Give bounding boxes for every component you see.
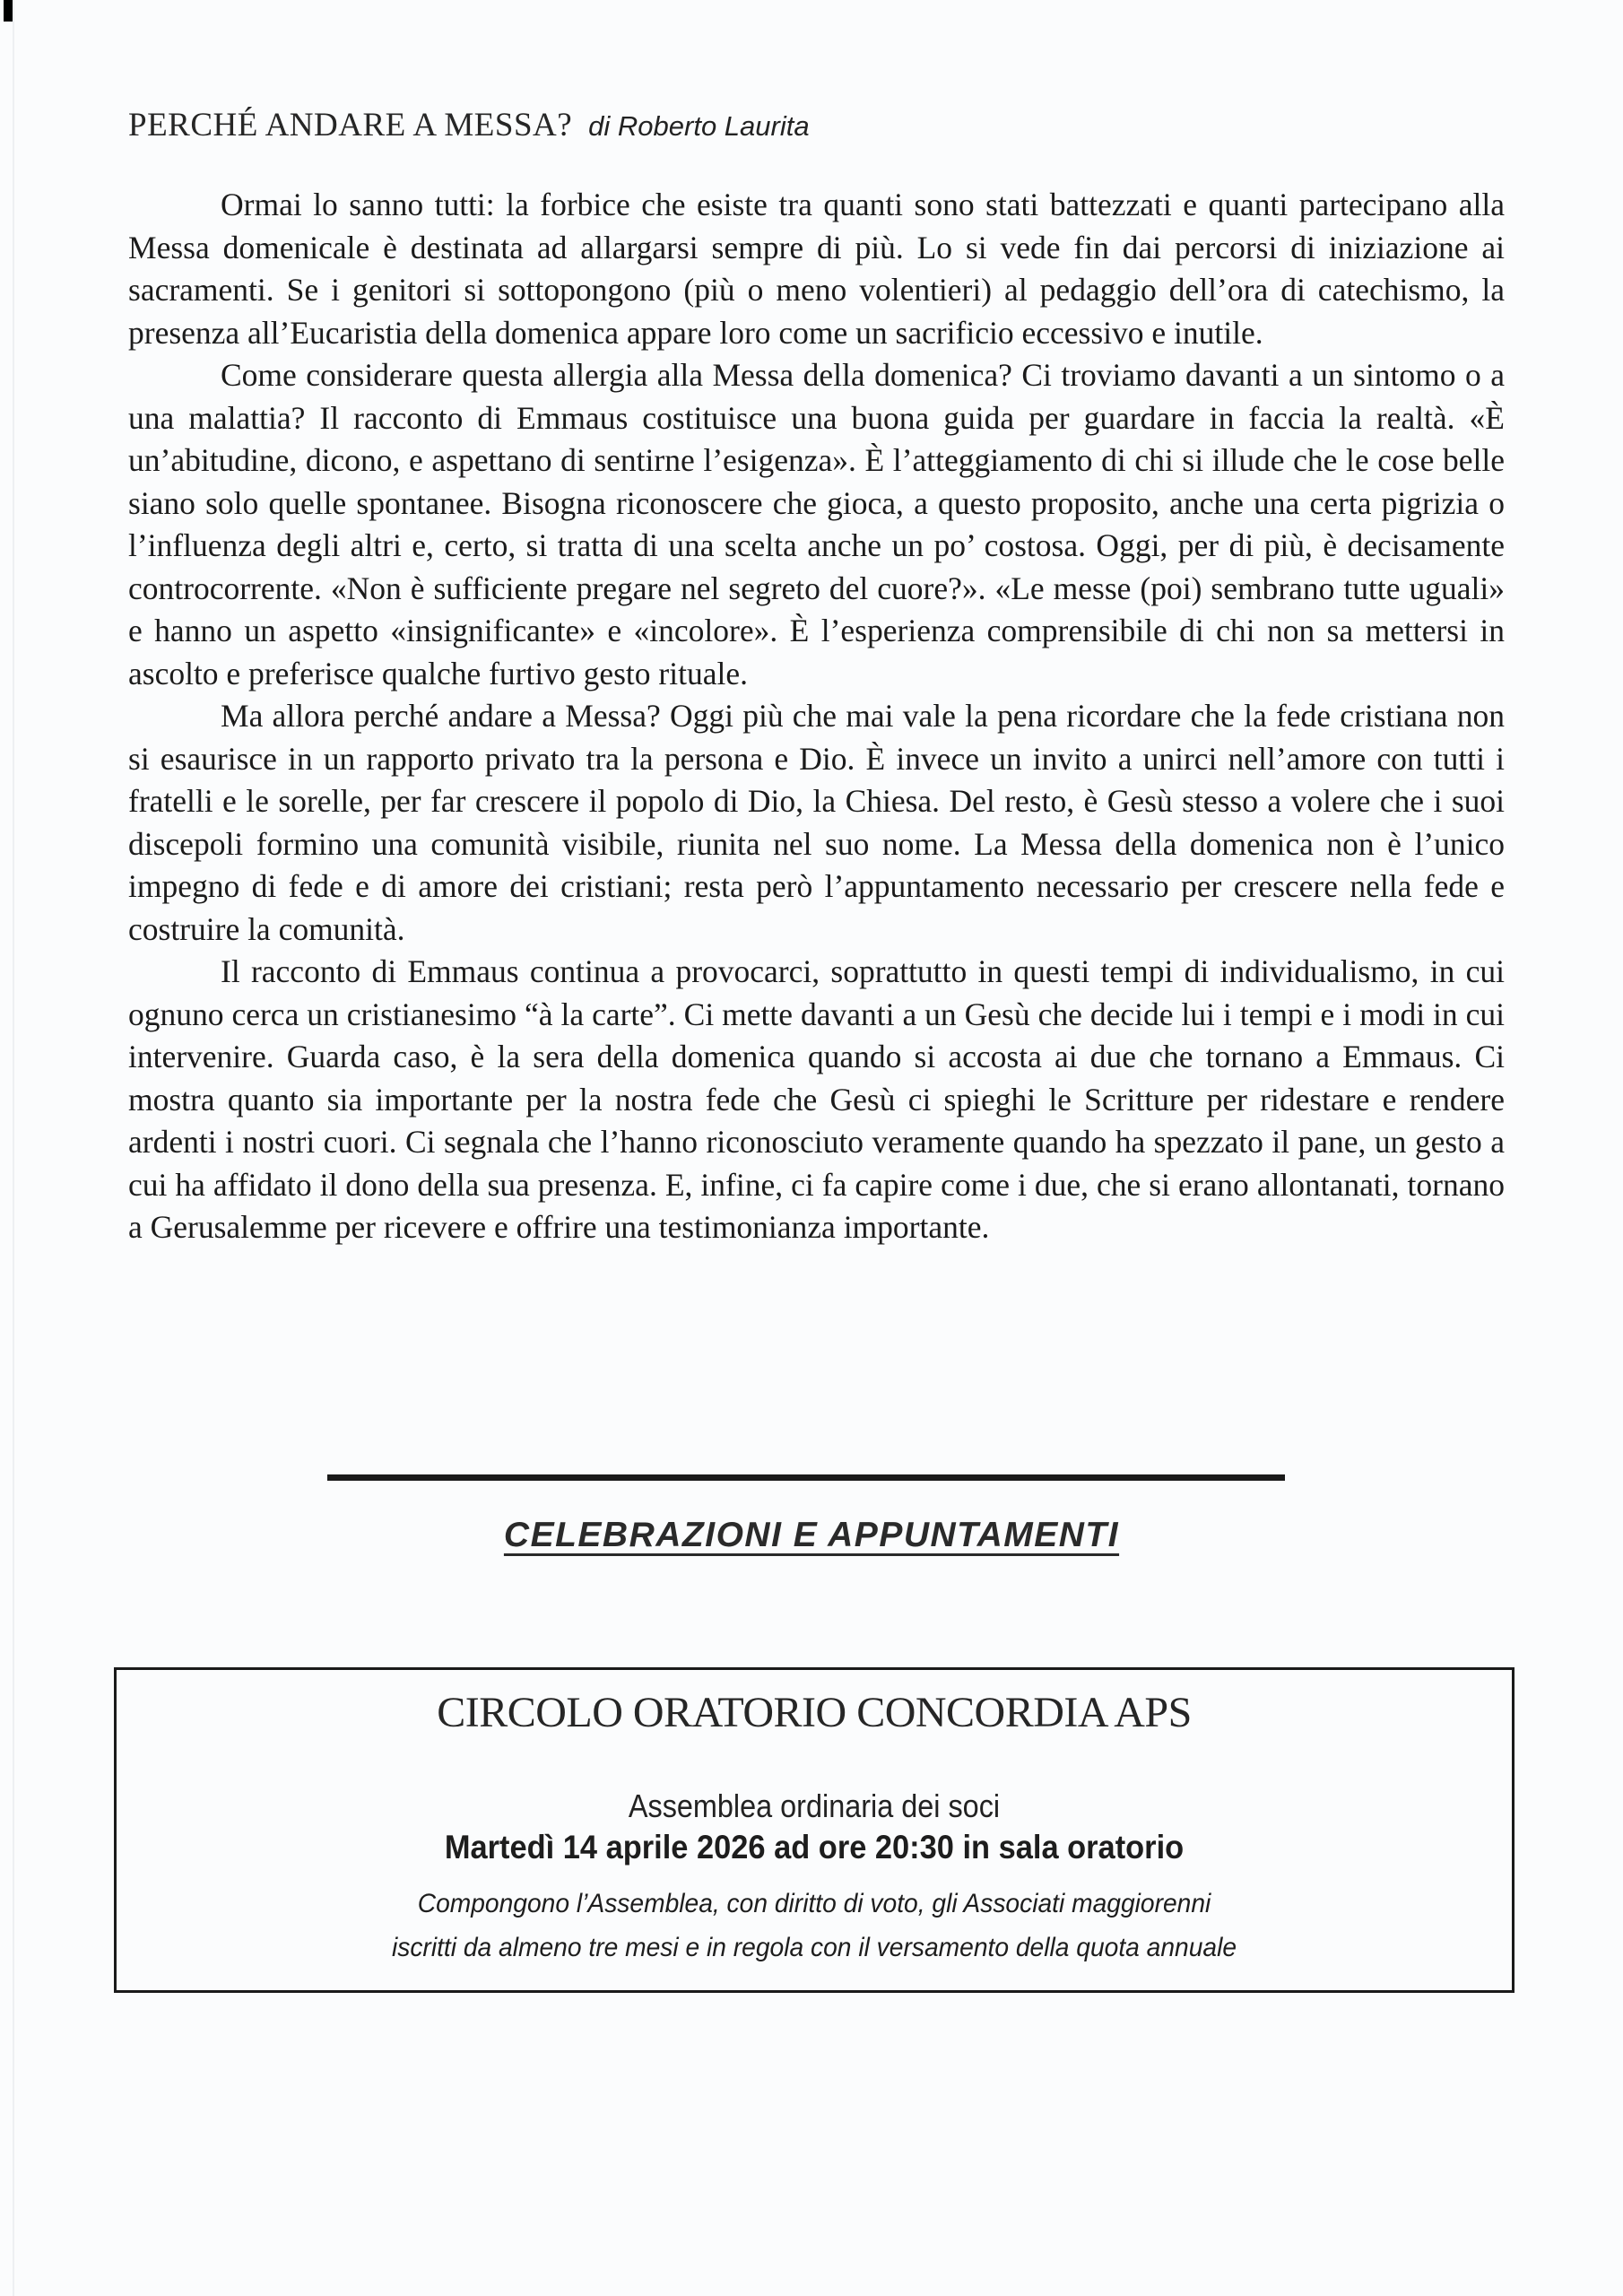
eligibility-note — [159, 1882, 1471, 1970]
organization-name: CIRCOLO ORATORIO CONCORDIA APS — [437, 1689, 1192, 1736]
meeting-type: Assemblea ordinaria dei soci — [628, 1787, 1001, 1824]
article — [128, 106, 1505, 1249]
meeting-date-time-place: Martedì 14 aprile 2026 ad ore 20:30 in sala oratorio — [444, 1829, 1185, 1866]
article-header — [128, 106, 1505, 144]
section-heading-text: CELEBRAZIONI E APPUNTAMENTI — [503, 1516, 1120, 1554]
eligibility-line: iscritti da almeno tre mesi e in regola con il versamento della quota annuale — [391, 1933, 1237, 1962]
section-divider — [327, 1474, 1285, 1481]
article-body — [128, 184, 1505, 1249]
article-paragraph: Il racconto di Emmaus continua a provocarci, soprattutto in questi tempi di individualismo, in cui ognuno cerca un cristianesimo “à la carte”. Ci mette davanti a un Gesù che decide lui i tempi e i modi in cui intervenire. Guarda caso, è la sera della domenica quando si accosta ai due che tornano a Emmaus. Ci mostra quanto sia importante per la nostra fede che Gesù ci spieghi le Scritture per ridestare e rendere ardenti i nostri cuori. Ci segnala che l’hanno riconosciuto veramente quando ha spezzato il pane, un gesto a cui ha affidato il dono della sua presenza. E, infine, ci fa capire come i due, che si erano allontanati, tornano a Gerusalemme per ricevere e offrire una testimonianza importante. — [128, 953, 1505, 1245]
section-heading — [0, 1516, 1623, 1555]
article-paragraph: Ormai lo sanno tutti: la forbice che esiste tra quanti sono stati battezzati e quanti partecipano alla Messa domenicale è destinata ad allargarsi sempre di più. Lo si vede fin dai percorsi di iniziazione ai sacramenti. Se i genitori si sottopongono (più o meno volentieri) al pedaggio dell’ora di catechismo, la presenza all’Eucaristia della domenica appare loro come un sacrificio eccessivo e inutile. — [128, 187, 1505, 351]
article-paragraph: Ma allora perché andare a Messa? Oggi più che mai vale la pena ricordare che la fede cristiana non si esaurisce in un rapporto privato tra la persona e Dio. È invece un invito a unirci nell’amore con tutti i fratelli e le sorelle, per far crescere il popolo di Dio, la Chiesa. Del resto, è Gesù stesso a volere che i suoi discepoli formino una comunità visibile, riunita nel suo nome. La Messa della domenica non è l’unico impegno di fede e di amore dei cristiani; resta però l’appuntamento necessario per crescere nella fede e costruire la comunità. — [128, 698, 1505, 947]
article-byline: di Roberto Laurita — [588, 110, 810, 142]
eligibility-line: Compongono l’Assemblea, con diritto di voto, gli Associati maggiorenni — [417, 1889, 1211, 1918]
article-title: PERCHÉ ANDARE A MESSA? — [128, 107, 573, 144]
article-paragraph: Come considerare questa allergia alla Messa della domenica? Ci troviamo davanti a un sintomo o a una malattia? Il racconto di Emmaus costituisce una buona guida per guardare in faccia la realtà. «È un’abitudine, dicono, e aspettano di sentirne l’esigenza». È l’atteggiamento di chi si illude che le cose belle siano solo quelle spontanee. Bisogna riconoscere che gioca, a questo proposito, anche una certa pigrizia o l’influenza degli altri e, certo, si tratta di una scelta anche un po’ costosa. Oggi, per di più, è decisamente controcorrente. «Non è sufficiente pregare nel segreto del cuore?». «Le messe (poi) sembrano tutte uguali» e hanno un aspetto «insignificante» e «incolore». È l’esperienza comprensibile di chi non sa mettersi in ascolto e preferisce qualche furtivo gesto rituale. — [128, 357, 1505, 691]
scan-edge-shadow — [13, 0, 14, 2296]
notice-box — [114, 1667, 1515, 1993]
